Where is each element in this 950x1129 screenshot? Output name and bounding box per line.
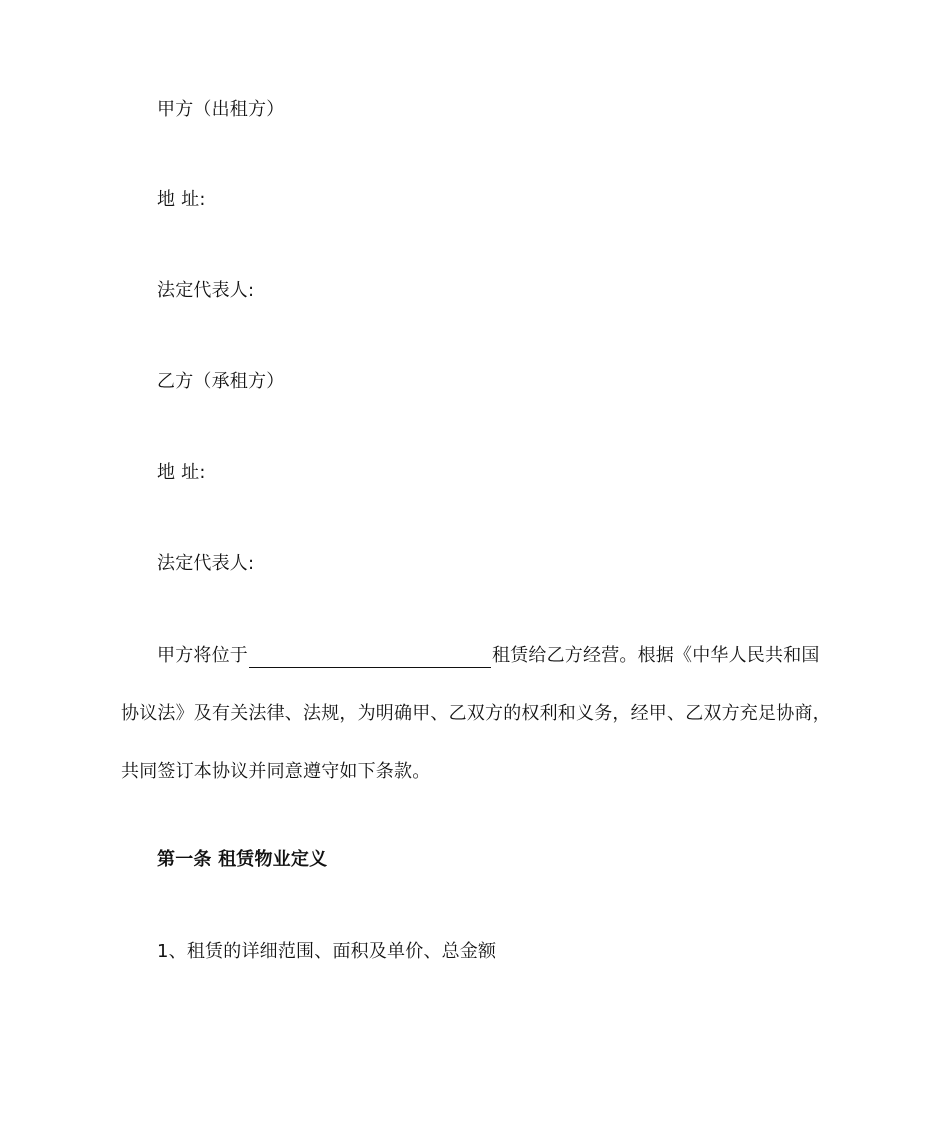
article-1-title: 第一条 租赁物业定义 <box>157 849 328 870</box>
party-a-heading: 甲方（出租方） <box>157 99 285 120</box>
preamble-line-3: 共同签订本协议并同意遵守如下条款。 <box>121 761 431 782</box>
preamble-text-before-blank: 甲方将位于 <box>157 645 248 666</box>
article-1-item-1: 1、租赁的详细范围、面积及单价、总金额 <box>157 941 497 962</box>
preamble-text-after-blank: 租赁给乙方经营。根据《中华人民共和国 <box>492 645 820 666</box>
party-b-representative-label: 法定代表人: <box>157 553 255 574</box>
party-a-representative-label: 法定代表人: <box>157 280 255 301</box>
party-b-address-label: 地 址: <box>157 462 206 483</box>
preamble-line-2: 协议法》及有关法律、法规，为明确甲、乙双方的权利和义务，经甲、乙双方充足协商， <box>121 703 831 724</box>
property-location-blank <box>249 647 491 668</box>
preamble-line-1 <box>157 644 820 668</box>
party-a-address-label: 地 址: <box>157 189 206 210</box>
party-b-heading: 乙方（承租方） <box>157 371 285 392</box>
